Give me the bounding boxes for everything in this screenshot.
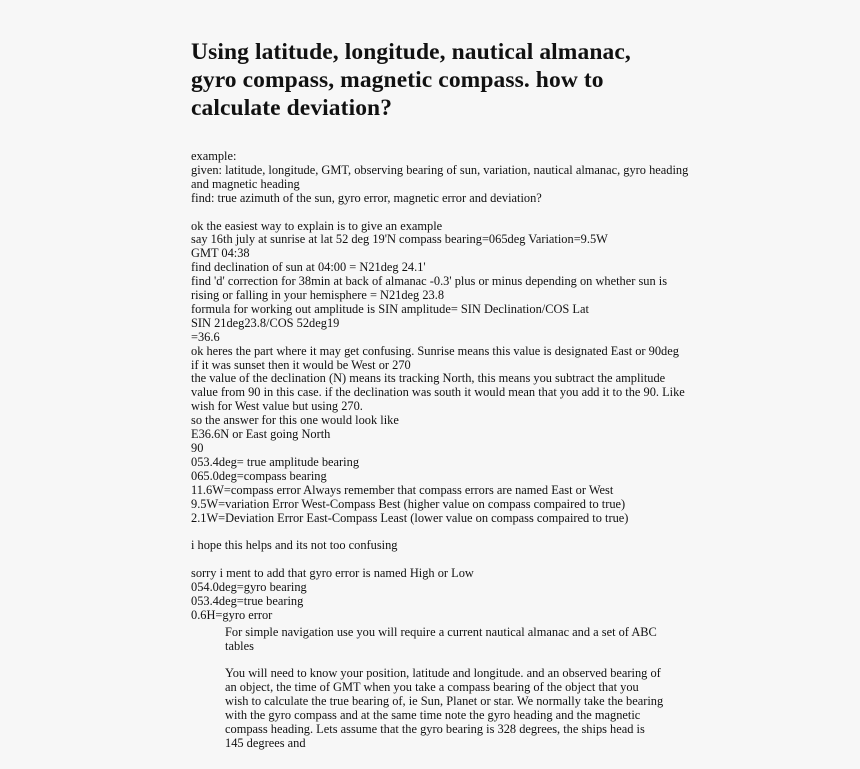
second-answer-para-1: For simple navigation use you will require a current nautical almanac and a set of ABC tables xyxy=(225,624,657,653)
answer-line: so the answer for this one would look like xyxy=(191,413,399,428)
spacer xyxy=(225,654,665,668)
second-answer xyxy=(225,626,665,751)
answer-line: ok the easiest way to explain is to give an example xyxy=(191,218,443,233)
answer-line: 065.0deg=compass bearing xyxy=(191,468,327,483)
post-body xyxy=(191,149,689,751)
question-label: example: xyxy=(191,149,237,163)
question-find: find: true azimuth of the sun, gyro error, magnetic error and deviation? xyxy=(191,190,542,205)
spacer xyxy=(191,206,671,220)
question-given: given: latitude, longitude, GMT, observing bearing of sun, variation, nautical almanac, gyro heading xyxy=(191,162,689,177)
answer-closing: i hope this helps and its not too confusing xyxy=(191,538,398,553)
document-page xyxy=(191,0,689,751)
addendum-line: sorry i ment to add that gyro error is named High or Low xyxy=(191,566,474,581)
answer-line: =36.6 xyxy=(191,329,220,344)
question-given-continued: and magnetic heading xyxy=(191,176,300,191)
answer-line: value from 90 in this case. if the declination was south it would mean that you add it to the 90. Like xyxy=(191,385,685,400)
addendum-line: 053.4deg=true bearing xyxy=(191,593,304,608)
answer-line: wish for West value but using 270. xyxy=(191,399,363,414)
answer-line: say 16th july at sunrise at lat 52 deg 19'N compass bearing=065deg Variation=9.5W xyxy=(191,232,608,247)
page-title: Using latitude, longitude, nautical almanac, gyro compass, magnetic compass. how to calculate deviation? xyxy=(191,39,631,121)
addendum-line: 0.6H=gyro error xyxy=(191,607,273,622)
answer-line: 11.6W=compass error Always remember that compass errors are named East or West xyxy=(191,482,614,497)
answer-line: 2.1W=Deviation Error East-Compass Least (lower value on compass compaired to true) xyxy=(191,510,629,525)
answer-line: rising or falling in your hemisphere = N21deg 23.8 xyxy=(191,288,445,303)
addendum-line: 054.0deg=gyro bearing xyxy=(191,580,307,595)
answer-line: if it was sunset then it would be West or 270 xyxy=(191,357,411,372)
answer-line: E36.6N or East going North xyxy=(191,427,331,442)
answer-line: find declination of sun at 04:00 = N21deg 24.1' xyxy=(191,260,426,275)
answer-line: find 'd' correction for 38min at back of almanac -0.3' plus or minus depending on whether sun is xyxy=(191,274,668,289)
answer-line: the value of the declination (N) means its tracking North, this means you subtract the amplitude xyxy=(191,371,666,386)
answer-line: 9.5W=variation Error West-Compass Best (higher value on compass compaired to true) xyxy=(191,496,626,511)
second-answer-para-2: You will need to know your position, latitude and longitude. and an observed bearing of an object, the time of GMT when you take a compass bearing of the object that you wish to calculate the true bearing of, ie Sun, Planet or star. We normally take the bearing with the gyro compass and at the same time note the gyro heading and the magnetic compass heading. Lets assume that the gyro bearing is 328 degrees, the ships head is 145 degrees and xyxy=(225,666,664,750)
spacer xyxy=(191,553,671,567)
spacer xyxy=(191,525,671,539)
answer-line: SIN 21deg23.8/COS 52deg19 xyxy=(191,315,340,330)
answer-line: formula for working out amplitude is SIN amplitude= SIN Declination/COS Lat xyxy=(191,301,589,316)
answer-line: 053.4deg= true amplitude bearing xyxy=(191,454,360,469)
answer-line: GMT 04:38 xyxy=(191,246,250,261)
answer-line: 90 xyxy=(191,441,204,456)
answer-line: ok heres the part where it may get confusing. Sunrise means this value is designated East or 90deg xyxy=(191,343,679,358)
